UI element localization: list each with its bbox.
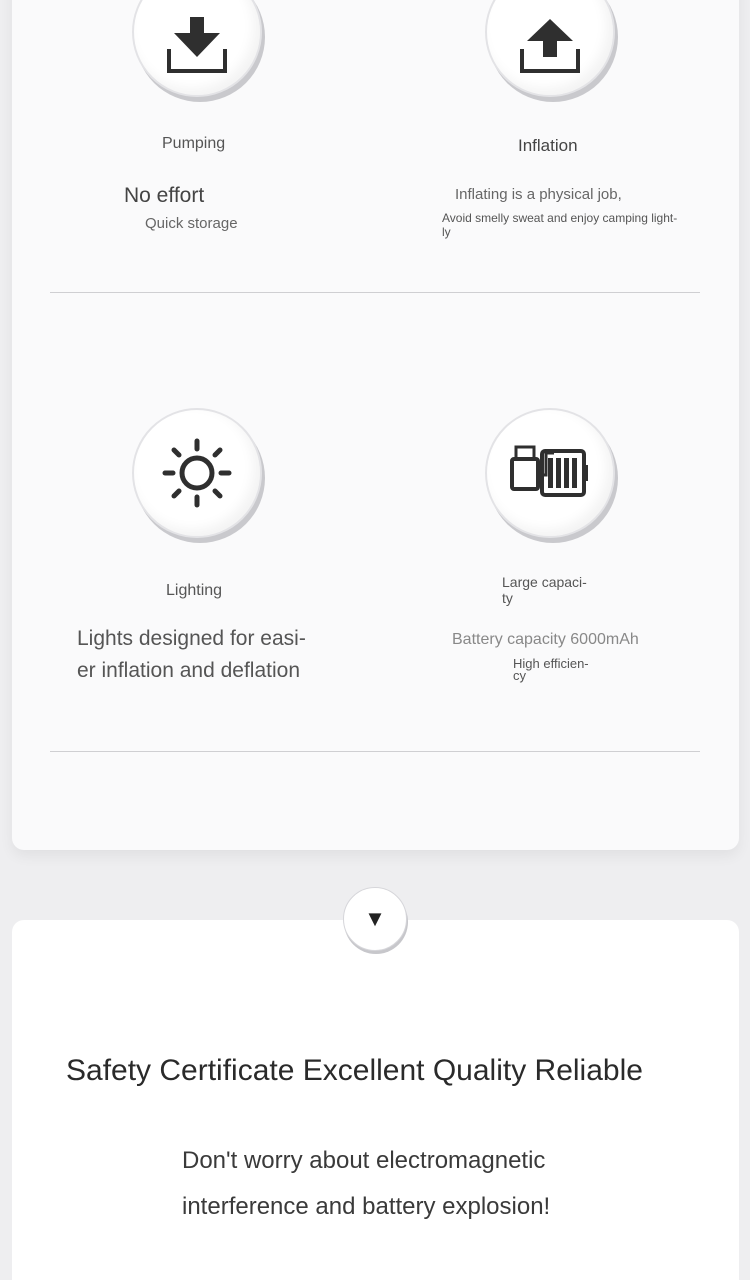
sun-icon — [162, 438, 232, 508]
lighting-title: Lighting — [166, 582, 223, 599]
inflation-detail-line2: ly — [442, 225, 451, 239]
certificate-subtext — [182, 1138, 602, 1230]
lighting-icon-badge — [132, 408, 262, 538]
certificate-subtext-line2: interference and battery explosion! — [182, 1193, 551, 1220]
inflation-title: Inflation — [518, 136, 578, 155]
next-section-button[interactable] — [343, 887, 407, 951]
features-card — [12, 0, 739, 850]
capacity-detail-line2: cy — [513, 668, 526, 683]
capacity-headline: Battery capacity 6000mAh — [452, 631, 639, 648]
triangle-down-icon: ▼ — [364, 906, 386, 931]
divider — [50, 292, 700, 293]
capacity-title-line1: Large capaci- — [502, 574, 587, 590]
capacity-title-line2: ty — [502, 590, 513, 606]
divider — [50, 751, 700, 752]
pumping-title: Pumping — [162, 135, 226, 152]
certificate-subtext-line1: Don't worry about electromagnetic — [182, 1147, 546, 1174]
capacity-icon-badge — [485, 408, 615, 538]
inflation-headline: Inflating is a physical job, — [455, 186, 622, 203]
download-icon — [166, 17, 228, 75]
lighting-headline-line2: er inflation and deflation — [77, 659, 300, 682]
pumping-detail: Quick storage — [145, 215, 238, 232]
upload-icon — [519, 17, 581, 75]
capacity-detail-line1: High efficien- — [513, 656, 589, 671]
pumping-headline: No effort — [124, 184, 205, 207]
battery-usb-icon — [510, 445, 590, 501]
inflation-detail-line1: Avoid smelly sweat and enjoy camping light- — [442, 211, 678, 225]
certificate-headline: Safety Certificate Excellent Quality Reliable — [66, 1054, 643, 1087]
lighting-headline-line1: Lights designed for easi- — [77, 627, 306, 650]
